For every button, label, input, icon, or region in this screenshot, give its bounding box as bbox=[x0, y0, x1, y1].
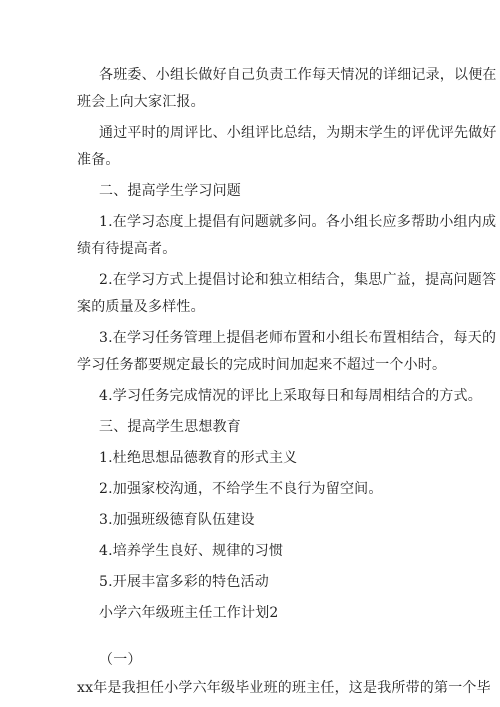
list-item: 4.培养学生良好、规律的习惯 bbox=[99, 543, 284, 559]
list-item: 2.在学习方式上提倡讨论和独立相结合，集思广益，提高问题答 bbox=[99, 272, 497, 288]
paragraph-line: 通过平时的周评比、小组评比总结，为期末学生的评优评先做好 bbox=[99, 125, 497, 141]
document-title: 小学六年级班主任工作计划2 bbox=[99, 605, 279, 621]
list-item: 绩有待提高者。 bbox=[77, 241, 177, 257]
list-item: 学习任务都要规定最长的完成时间加起来不超过一个小时。 bbox=[77, 357, 447, 373]
section-heading: 二、提高学生学习问题 bbox=[99, 183, 241, 199]
list-item: 案的质量及多样性。 bbox=[77, 299, 205, 315]
list-item: 3.加强班级德育队伍建设 bbox=[99, 512, 255, 528]
list-item: 4.学习任务完成情况的评比上采取每日和每周相结合的方式。 bbox=[99, 388, 482, 404]
paragraph-line: 各班委、小组长做好自己负责工作每天情况的详细记录，以便在 bbox=[99, 67, 497, 83]
paragraph-line: xx年是我担任小学六年级毕业班的班主任，这是我所带的第一个毕 bbox=[77, 680, 491, 696]
paragraph-line: 准备。 bbox=[77, 152, 120, 168]
list-item: 2.加强家校沟通，不给学生不良行为留空间。 bbox=[99, 481, 383, 497]
list-item: 3.在学习任务管理上提倡老师布置和小组长布置相结合，每天的 bbox=[99, 330, 497, 346]
list-item: 5.开展丰富多彩的特色活动 bbox=[99, 574, 269, 590]
section-heading: 三、提高学生思想教育 bbox=[99, 419, 241, 435]
list-item: 1.杜绝思想品德教育的形式主义 bbox=[99, 450, 298, 466]
subsection-heading: （一） bbox=[99, 652, 142, 668]
paragraph-line: 班会上向大家汇报。 bbox=[77, 94, 205, 110]
list-item: 1.在学习态度上提倡有问题就多问。各小组长应多帮助小组内成 bbox=[99, 214, 497, 230]
